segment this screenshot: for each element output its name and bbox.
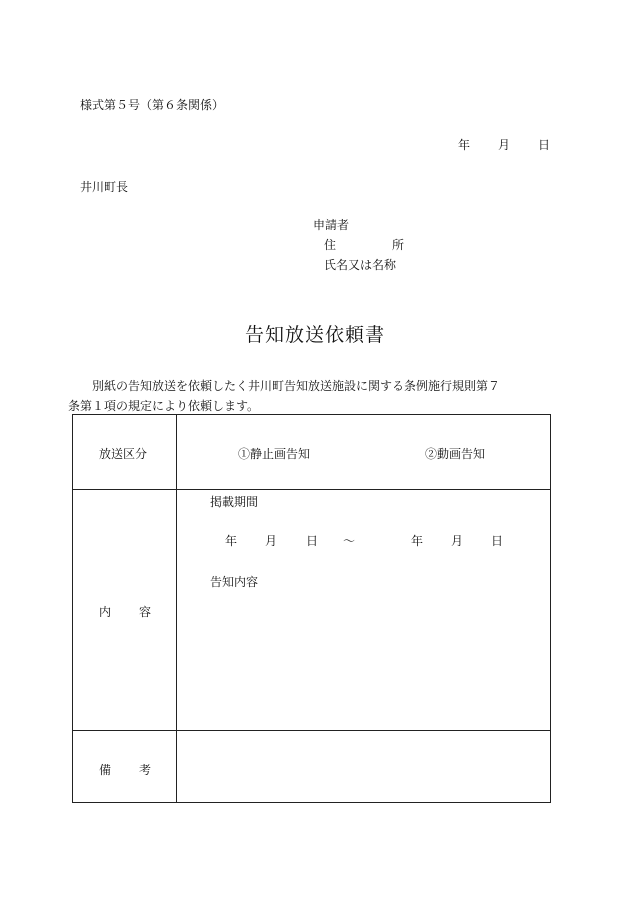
row-divider-2 — [73, 730, 550, 731]
broadcast-type-label: 放送区分 — [99, 447, 148, 461]
request-table — [72, 414, 551, 803]
addressee: 井川町長 — [80, 180, 129, 194]
period-range-tilde: ～ — [343, 534, 356, 548]
form-number: 様式第５号（第６条関係） — [80, 98, 225, 112]
period-start-day: 日 — [306, 534, 319, 548]
posting-period-label: 掲載期間 — [210, 495, 259, 509]
option-still-image[interactable]: ①静止画告知 — [238, 447, 311, 461]
announcement-content-label: 告知内容 — [210, 575, 259, 589]
period-start-month: 月 — [265, 534, 278, 548]
date-day-label: 日 — [538, 138, 551, 152]
period-start-year: 年 — [225, 534, 238, 548]
period-end-day: 日 — [491, 534, 504, 548]
content-label-part2: 容 — [139, 605, 152, 619]
column-divider — [176, 415, 177, 802]
period-end-year: 年 — [411, 534, 424, 548]
intro-line-2: 条第１項の規定により依頼します。 — [68, 399, 260, 413]
intro-paragraph — [68, 376, 550, 416]
document-title: 告知放送依頼書 — [244, 324, 385, 346]
date-year-label: 年 — [458, 138, 471, 152]
applicant-title: 申請者 — [313, 218, 350, 232]
address-label-part2: 所 — [392, 238, 405, 252]
name-label: 氏名又は名称 — [324, 258, 397, 272]
row-divider-1 — [73, 489, 550, 490]
notes-label-part1: 備 — [99, 763, 112, 777]
address-label-part1: 住 — [324, 238, 337, 252]
notes-label-part2: 考 — [139, 763, 152, 777]
date-month-label: 月 — [498, 138, 511, 152]
content-label-part1: 内 — [99, 605, 112, 619]
intro-line-1: 別紙の告知放送を依頼したく井川町告知放送施設に関する条例施行規則第７ — [92, 379, 501, 393]
option-video[interactable]: ②動画告知 — [425, 447, 486, 461]
period-end-month: 月 — [451, 534, 464, 548]
